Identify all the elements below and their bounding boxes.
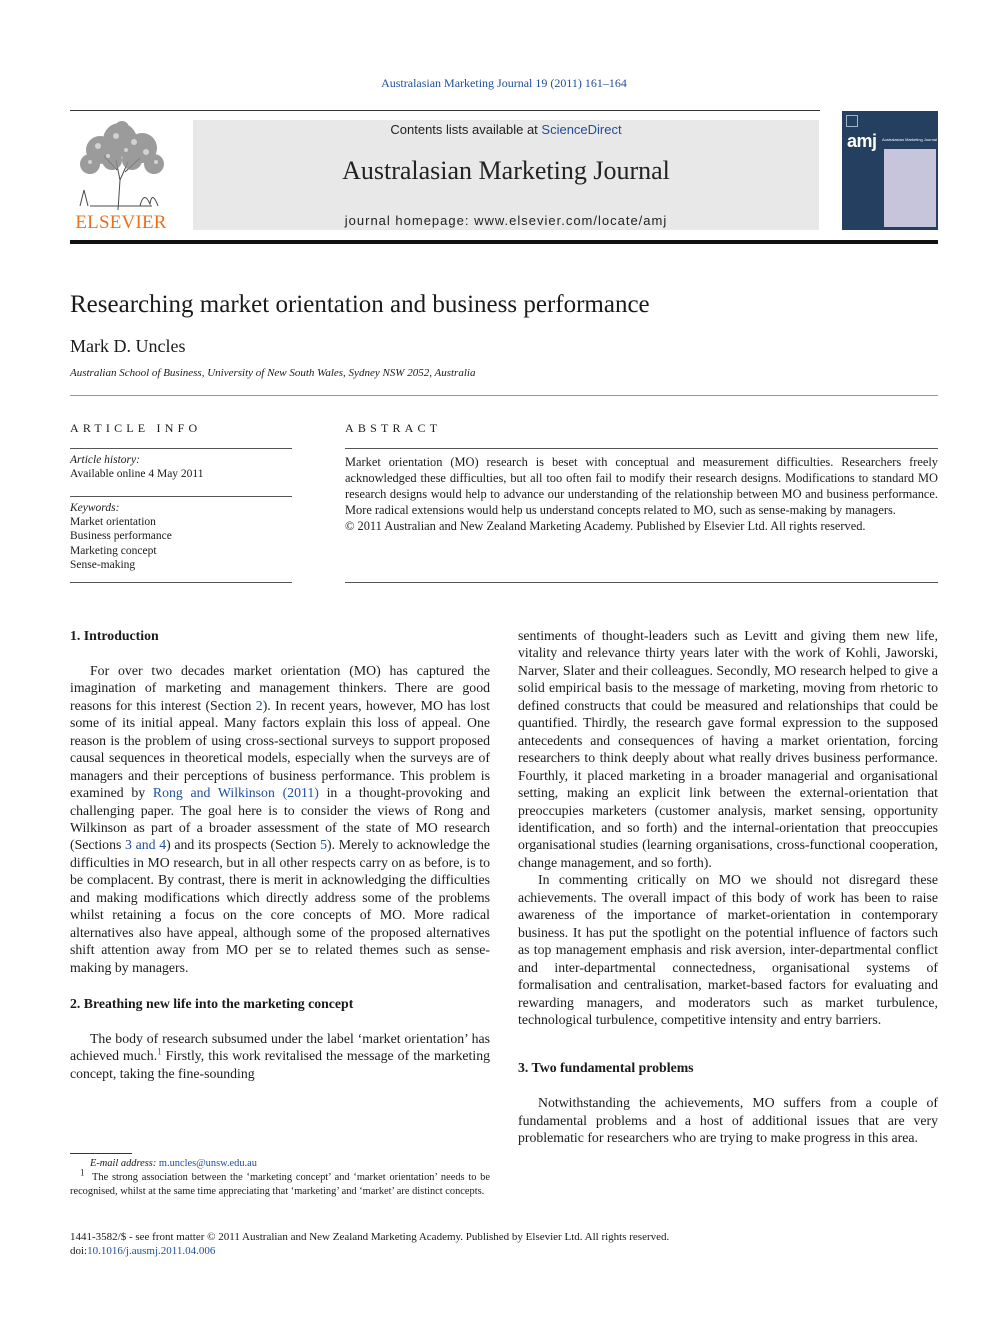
journal-citation[interactable]: Australasian Marketing Journal 19 (2011) 161–164 [381,76,627,90]
article-info-heading: ARTICLE INFO [70,421,202,435]
abstract-rule [345,582,938,583]
keyword: Market orientation [70,516,156,528]
abstract-copyright: © 2011 Australian and New Zealand Marketing Academy. Published by Elsevier Ltd. All rights reserved. [345,519,866,533]
abstract-body [345,454,938,534]
contents-line [193,122,819,137]
history-label: Article history: [70,454,140,466]
section-ref-link[interactable]: 5 [320,837,328,853]
footnote-rule [70,1153,132,1154]
abstract-text: Market orientation (MO) research is beset with conceptual and measurement difficulties. Researchers freely acknowledged these difficulties, but all too often fail to modify their research designs. Modifications to standard MO research designs would help to advance our understanding of the relationship between MO and business performance. More radical extensions would help us understand concepts related to MO, such as sense-making by managers. [345,455,938,517]
page-footer [70,1230,669,1259]
issn-line: 1441-3582/$ - see front matter © 2011 Australian and New Zealand Marketing Academy. Published by Elsevier Ltd. All rights reserved. [70,1231,670,1243]
section-ref-link[interactable]: 3 and 4 [125,837,167,853]
cover-logo: amj [847,131,877,151]
paragraph: The body of research subsumed under the label ‘market orientation’ has achieved much.$^1$ Firstly, this work revitalised the message of the marketing concept, taking the fine-sounding [70,1030,490,1081]
article-info-rule [70,448,292,449]
footnote-link[interactable]: 1 [157,1046,162,1057]
cover-panel [884,149,936,227]
email-footnote: E-mail address: m.uncles@unsw.edu.au [90,1158,257,1169]
journal-cover-thumbnail [842,111,938,230]
citation-link[interactable]: Rong and Wilkinson (2011) [152,785,319,801]
keyword: Sense-making [70,558,136,571]
author-affiliation: Australian School of Business, University of New South Wales, Sydney NSW 2052, Australia [70,367,476,379]
paragraph: In commenting critically on MO we should not disregard these achievements. The overall impact of this body of work has been to raise awareness of the importance of market-orientation in contemporary business. It has put the spotlight on the potential influence of factors such as top management emphasis and risk aversion, inter-departmental conflict and inter-departmental connectedness, organisational systems of formalisation and centralisation, market-based factors for evaluating and rewarding managers, and moderators such as market turbulence, technological turbulence, competitive intensity and entry barriers. [518,872,938,1027]
contents-prefix: Contents lists available at [390,122,542,137]
cover-emblem-icon [846,115,858,127]
elsevier-wordmark: ELSEVIER [75,212,167,233]
journal-homepage[interactable]: journal homepage: www.elsevier.com/locate/amj [344,213,668,228]
journal-name: Australasian Marketing Journal [342,156,670,185]
email-link[interactable]: m.uncles@unsw.edu.au [158,1158,257,1169]
tree-icon [70,120,172,212]
keyword: Marketing concept [70,544,157,557]
body-column-left [70,627,490,1082]
article-info-rule [70,582,292,583]
section-heading: 3. Two fundamental problems [518,1060,694,1076]
article-info-rule [70,496,292,497]
footnote-1: $^1$ The strong association between the ‘marketing concept’ and ‘market orientation’ needs to be recognised, whilst at the same time appreciating that ‘marketing’ and ‘market’ are distinct concepts. [70,1167,490,1198]
cover-title: Australasian Marketing Journal [882,137,937,142]
abstract-rule [345,448,938,449]
paragraph: Notwithstanding the achievements, MO suffers from a couple of fundamental problems and a host of additional issues that are very problematic for researchers who are trying to make progress in this area. [518,1095,938,1146]
section-heading: 1. Introduction [70,628,159,643]
sciencedirect-link[interactable]: ScienceDirect [541,122,622,137]
header-thick-rule [70,240,938,244]
paragraph: For over two decades market orientation (MO) has captured the imagination of marketing and management thinkers. There are good reasons for this interest (Section 2). In recent years, however, MO has lost some of its initial appeal. Many factors explain this loss of appeal. One reason is the problem of using cross-sectional surveys to support proposed causal sequences in theoretical models, especially when the surveys are of managers and their perceptions of business performance. This problem is examined by Rong and Wilkinson (2011) in a thought-provoking and challenging paper. The goal here is to consider the views of Rong and Wilkinson as part of a broader assessment of the state of MO research (Sections 3 and 4) and its prospects (Section 5). Merely to acknowledge the difficulties in MO research, but in all other respects carry on as before, is to be complacent. By contrast, there is merit in acknowledging the difficulties and making modifications which directly address some of the problems whilst retaining a focus on the core concepts of MO. More radical alternatives also have appeal, although some of the proposed alternatives shift attention away from MO per se to related themes such as sense-making by managers. [70,662,491,975]
section-ref-link[interactable]: 2 [255,697,263,713]
keywords-label: Keywords: [70,502,120,514]
header-rule [70,110,820,111]
section-heading: 2. Breathing new life into the marketing concept [70,996,354,1012]
doi-link[interactable]: 10.1016/j.ausmj.2011.04.006 [87,1245,216,1258]
keywords-list [70,515,172,572]
abstract-heading: ABSTRACT [345,421,442,435]
title-rule [70,395,938,396]
body-column-right [518,627,938,1147]
doi-line: doi:10.1016/j.ausmj.2011.04.006 [70,1245,216,1258]
journal-banner [193,120,819,230]
article-author[interactable]: Mark D. Uncles [70,336,186,356]
article-title: Researching market orientation and business performance [70,291,650,318]
history-value: Available online 4 May 2011 [70,468,204,480]
keyword: Business performance [70,530,172,543]
paragraph: sentiments of thought-leaders such as Levitt and giving them new life, vitality and relevance thirty years later with the work of Kohli, Jaworski, Narver, Slater and their colleagues. Secondly, MO research helped to give a solid empirical basis to the message of marketing, moving from rhetoric to defined constructs that could be measured and relationships that could be quantified. Thirdly, the research gave formal expression to the supposed antecedents and consequences of having a market orientation, forcing researchers to think deeply about what really drives business performance. Fourthly, it placed marketing in a broader managerial and organisational setting, making an explicit link between the external-orientation that preoccupies marketers (customer analysis, market sensing, opportunity identification, and so forth) and the internal-orientation that preoccupies organisational studies (learning organisations, cross-functional cooperation, change management, and so forth). [518,628,938,870]
footnotes [70,1157,490,1200]
